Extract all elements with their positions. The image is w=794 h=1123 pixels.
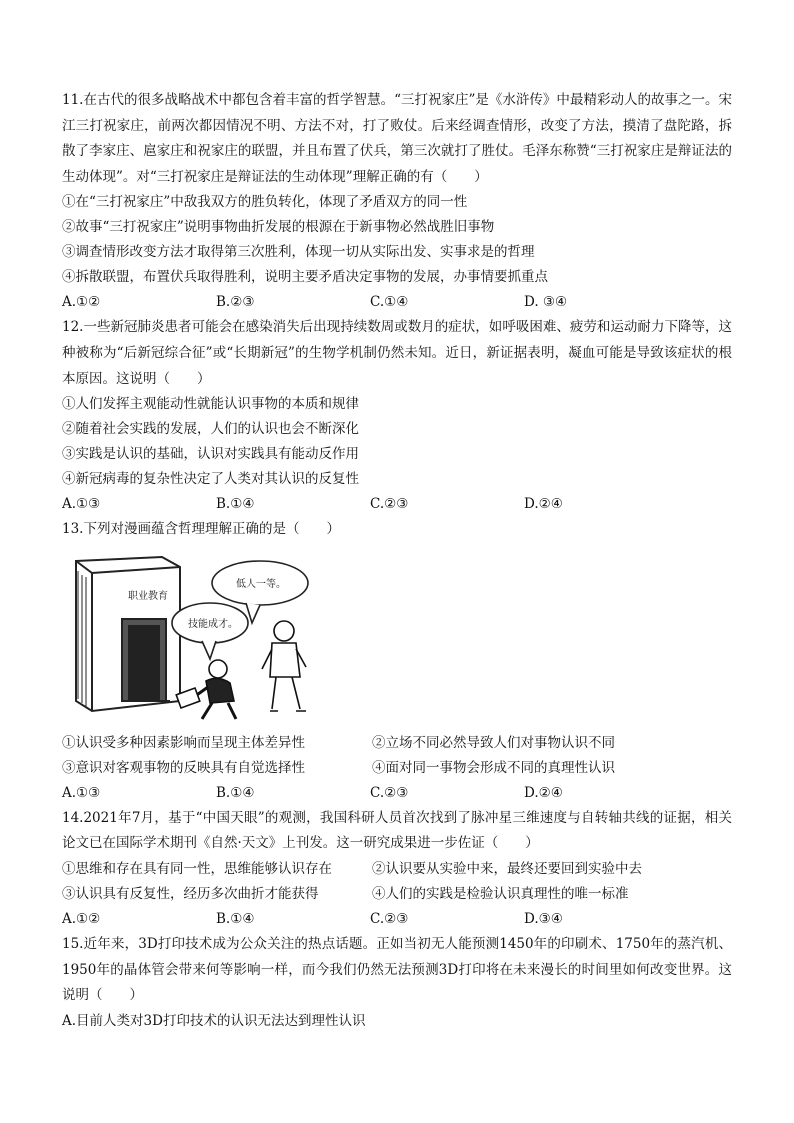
- choice-a: A.①③: [62, 496, 101, 513]
- cartoon-svg: [70, 551, 332, 723]
- book-title: 职业教育: [128, 590, 168, 602]
- question-12-option-2: ②随着社会实践的发展，人们的认识也会不断深化: [62, 421, 359, 438]
- question-14-option-1: ①思维和存在具有同一性，思维能够认识存在: [62, 860, 332, 877]
- bubble-right-text: 低人一等。: [236, 578, 286, 590]
- choice-b: B.①④: [216, 496, 255, 513]
- question-13-option-1: ①认识受多种因素影响而呈现主体差异性: [62, 734, 305, 751]
- question-13-option-4: ④面对同一事物会形成不同的真理性认识: [372, 759, 615, 776]
- choice-c: C.②③: [370, 910, 409, 927]
- choice-c: C.②③: [370, 784, 409, 801]
- question-11-option-1: ①在“三打祝家庄”中敌我双方的胜负转化，体现了矛盾双方的同一性: [62, 194, 468, 211]
- choice-d: D.②④: [524, 784, 563, 801]
- question-12-stem: 12.一些新冠肺炎患者可能会在感染消失后出现持续数周或数月的症状，如呼吸困难、疲劳和运动耐力下降等，这种被称为“后新冠综合征”或“长期新冠”的生物学机制仍然未知。近日，新证据表明，凝血可能是导致该症状的根本原因。这说明（ ）: [62, 319, 732, 387]
- choice-a: A.①②: [62, 910, 101, 927]
- question-11: [62, 88, 732, 315]
- choice-d: D.②④: [524, 496, 563, 513]
- choice-d: D. ③④: [524, 294, 568, 311]
- question-12: [62, 315, 732, 517]
- choice-c: C.①④: [370, 294, 409, 311]
- question-11-choices: [62, 290, 732, 315]
- figure-standing-man: [262, 621, 306, 711]
- choice-c: C.②③: [370, 496, 409, 513]
- choice-b: B.①④: [216, 784, 255, 801]
- question-12-option-4: ④新冠病毒的复杂性决定了人类对其认识的反复性: [62, 471, 359, 488]
- question-11-option-2: ②故事“三打祝家庄”说明事物曲折发展的根源在于新事物必然战胜旧事物: [62, 219, 495, 236]
- question-14-option-3: ③认识具有反复性，经历多次曲折才能获得: [62, 885, 319, 902]
- question-15: [62, 932, 732, 1034]
- question-12-choices: [62, 492, 732, 517]
- book-drawing: [76, 557, 180, 711]
- question-13-options-row-1: [62, 731, 732, 756]
- bubble-left-text: 技能成才。: [188, 618, 238, 630]
- speech-bubble-left: [172, 603, 248, 659]
- question-11-option-3: ③调查情形改变方法才取得第三次胜利，体现一切从实际出发、实事求是的哲理: [62, 244, 535, 261]
- question-14-option-4: ④人们的实践是检验认识真理性的唯一标准: [372, 885, 629, 902]
- question-11-option-4: ④拆散联盟，布置伏兵取得胜利，说明主要矛盾决定事物的发展，办事情要抓重点: [62, 269, 548, 286]
- question-13: [62, 517, 732, 806]
- question-12-option-1: ①人们发挥主观能动性就能认识事物的本质和规律: [62, 396, 359, 413]
- question-14: [62, 806, 732, 932]
- question-14-choices: [62, 907, 732, 932]
- exam-page: [62, 88, 732, 1034]
- question-15-stem: 15.近年来，3D打印技术成为公众关注的热点话题。正如当初无人能预测1450年的印刷术、1750年的蒸汽机、1950年的晶体管会带来何等影响一样，而今我们仍然无法预测3D打印将在未来漫长的时间里如何改变世界。这说明（ ）: [62, 935, 732, 1004]
- question-15-option-a: A.目前人类对3D打印技术的认识无法达到理性认识: [62, 1012, 366, 1029]
- choice-a: A.①②: [62, 294, 101, 311]
- question-11-stem: 11.在古代的很多战略战术中都包含着丰富的哲学智慧。“三打祝家庄”是《水浒传》中最精彩动人的故事之一。宋江三打祝家庄，前两次都因情况不明、方法不对，打了败仗。后来经调查情形，改变了方法，摸清了盘陀路，拆散了李家庄、扈家庄和祝家庄的联盟，并且布置了伏兵，第三次就打了胜仗。毛泽东称赞“三打祝家庄是辩证法的生动体现”。对“三打祝家庄是辩证法的生动体现”理解正确的有（ ）: [62, 92, 732, 185]
- question-13-option-2: ②立场不同必然导致人们对事物认识不同: [372, 734, 615, 751]
- choice-a: A.①③: [62, 784, 101, 801]
- question-13-stem: 13.下列对漫画蕴含哲理理解正确的是（ ）: [62, 521, 340, 538]
- question-14-options-row-2: [62, 882, 732, 907]
- question-14-option-2: ②认识要从实验中来，最终还要回到实验中去: [372, 860, 642, 877]
- question-14-stem: 14.2021年7月，基于“中国天眼”的观测，我国科研人员首次找到了脉冲星三维速度与自转轴共线的证据，相关论文已在国际学术期刊《自然·天文》上刊发。这一研究成果进一步佐证（ ）: [62, 809, 732, 852]
- choice-b: B.②③: [216, 294, 255, 311]
- choice-b: B.①④: [216, 910, 255, 927]
- question-14-options-row-1: [62, 857, 732, 882]
- question-13-option-3: ③意识对客观事物的反映具有自觉选择性: [62, 759, 305, 776]
- cartoon-illustration: [70, 551, 332, 723]
- question-13-options-row-2: [62, 756, 732, 781]
- question-13-choices: [62, 781, 732, 806]
- question-12-option-3: ③实践是认识的基础，认识对实践具有能动反作用: [62, 446, 359, 463]
- figure-walking-man: [176, 660, 236, 719]
- choice-d: D.③④: [524, 910, 563, 927]
